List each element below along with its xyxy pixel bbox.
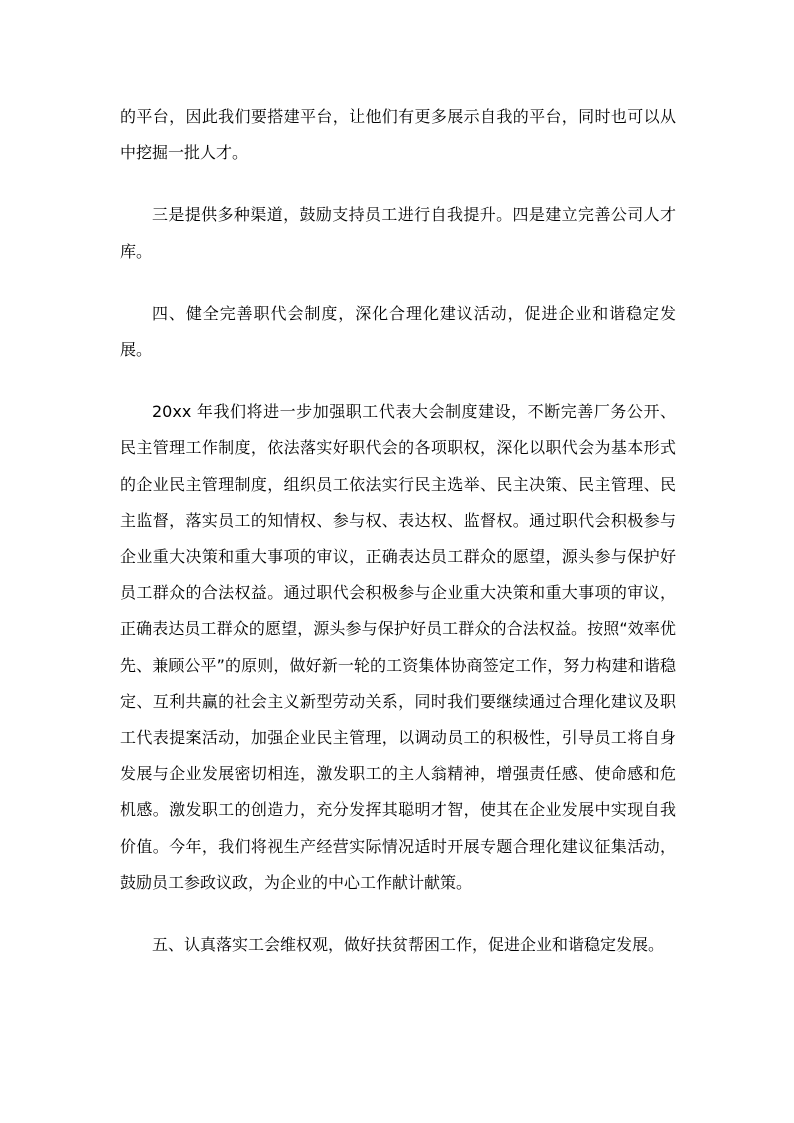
paragraph-workers-congress: 20xx 年我们将进一步加强职工代表大会制度建设，不断完善厂务公开、民主管理工作制度，依法落实好职代会的各项职权，深化以职代会为基本形式的企业民主管理制度，组织员工依法实行民主选举、民主决策、民主管理、民主监督，落实员工的知情权、参与权、表达权、监督权。通过职代会积极参与企业重大决策和重大事项的审议，正确表达员工群众的愿望，源头参与保护好员工群众的合法权益。通过职代会积极参与企业重大决策和重大事项的审议，正确表达员工群众的愿望，源头参与保护好员工群众的合法权益。按照“效率优先、兼顾公平”的原则，做好新一轮的工资集体协商签定工作，努力构建和谐稳定、互利共赢的社会主义新型劳动关系，同时我们要继续通过合理化建议及职工代表提案活动，加强企业民主管理，以调动员工的积极性，引导员工将自身发展与企业发展密切相连，激发职工的主人翁精神，增强责任感、使命感和危机感。激发职工的创造力，充分发挥其聪明才智，使其在企业发展中实现自我价值。今年，我们将视生产经营实际情况适时开展专题合理化建议征集活动，鼓励员工参政议政，为企业的中心工作献计献策。 xyxy=(120,402,676,892)
section-heading-five: 五、认真落实工会维权观，做好扶贫帮困工作，促进企业和谐稳定发展。 xyxy=(152,935,665,955)
paragraph-continuation: 的平台，因此我们要搭建平台，让他们有更多展示自我的平台，同时也可以从中挖掘一批人才。 xyxy=(120,107,676,163)
document-body xyxy=(120,99,676,963)
section-heading-four: 四、健全完善职代会制度，深化合理化建议活动，促进企业和谐稳定发展。 xyxy=(120,303,676,360)
paragraph-channels: 三是提供多种渠道，鼓励支持员工进行自我提升。四是建立完善公司人才库。 xyxy=(120,205,676,261)
